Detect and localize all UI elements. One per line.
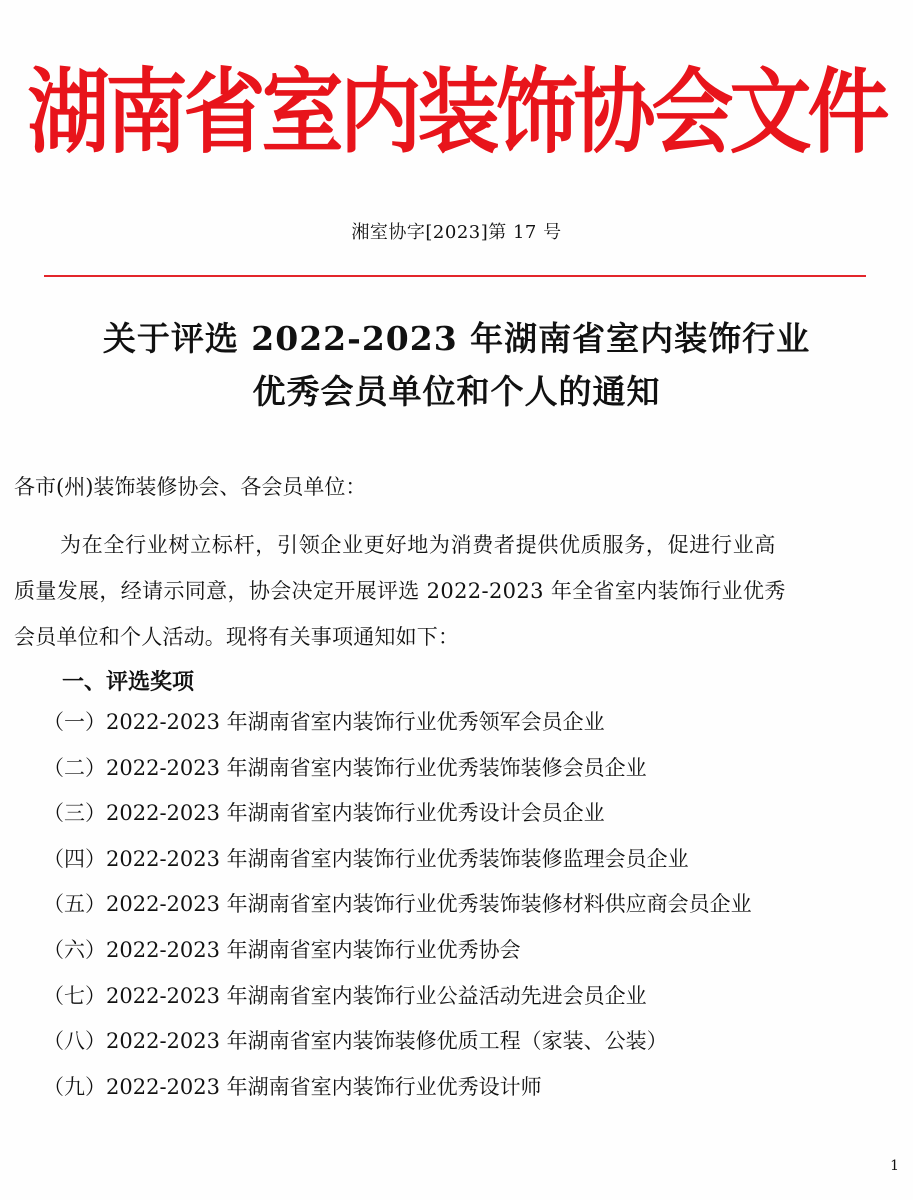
award-item: （六）2022-2023 年湖南省室内装饰行业优秀协会: [43, 937, 521, 962]
page-number: 1: [890, 1158, 899, 1174]
award-item: （九）2022-2023 年湖南省室内装饰行业优秀设计师: [43, 1074, 542, 1099]
award-item: （三）2022-2023 年湖南省室内装饰行业优秀设计会员企业: [43, 801, 605, 826]
intro-paragraph-line: 质量发展，经请示同意，协会决定开展评选 2022-2023 年全省室内装饰行业优秀: [14, 579, 786, 603]
red-divider-line: [44, 275, 866, 277]
notice-title-line-1: 关于评选 2022-2023 年湖南省室内装饰行业: [102, 319, 811, 358]
notice-title-line-2: 优秀会员单位和个人的通知: [252, 372, 661, 411]
award-item: （八）2022-2023 年湖南省室内装饰装修优质工程（家装、公装）: [43, 1029, 668, 1054]
intro-paragraph-line: 会员单位和个人活动。现将有关事项通知如下：: [14, 625, 460, 649]
document-number: 湘室协字[2023]第 17 号: [351, 222, 562, 243]
award-item: （五）2022-2023 年湖南省室内装饰行业优秀装饰装修材料供应商会员企业: [43, 892, 752, 917]
award-item: （四）2022-2023 年湖南省室内装饰行业优秀装饰装修监理会员企业: [43, 846, 689, 871]
section-heading-awards: 一、评选奖项: [62, 669, 195, 695]
award-item: （二）2022-2023 年湖南省室内装饰行业优秀装饰装修会员企业: [43, 755, 647, 780]
intro-paragraph-line: 为在全行业树立标杆，引领企业更好地为消费者提供优质服务，促进行业高: [60, 533, 777, 557]
award-item: （七）2022-2023 年湖南省室内装饰行业公益活动先进会员企业: [43, 983, 647, 1008]
org-red-header: 湖南省室内装饰协会文件: [27, 58, 886, 167]
award-list: [43, 708, 752, 1118]
salutation: 各市(州)装饰装修协会、各会员单位：: [14, 475, 367, 499]
award-item: （一）2022-2023 年湖南省室内装饰行业优秀领军会员企业: [43, 710, 605, 734]
